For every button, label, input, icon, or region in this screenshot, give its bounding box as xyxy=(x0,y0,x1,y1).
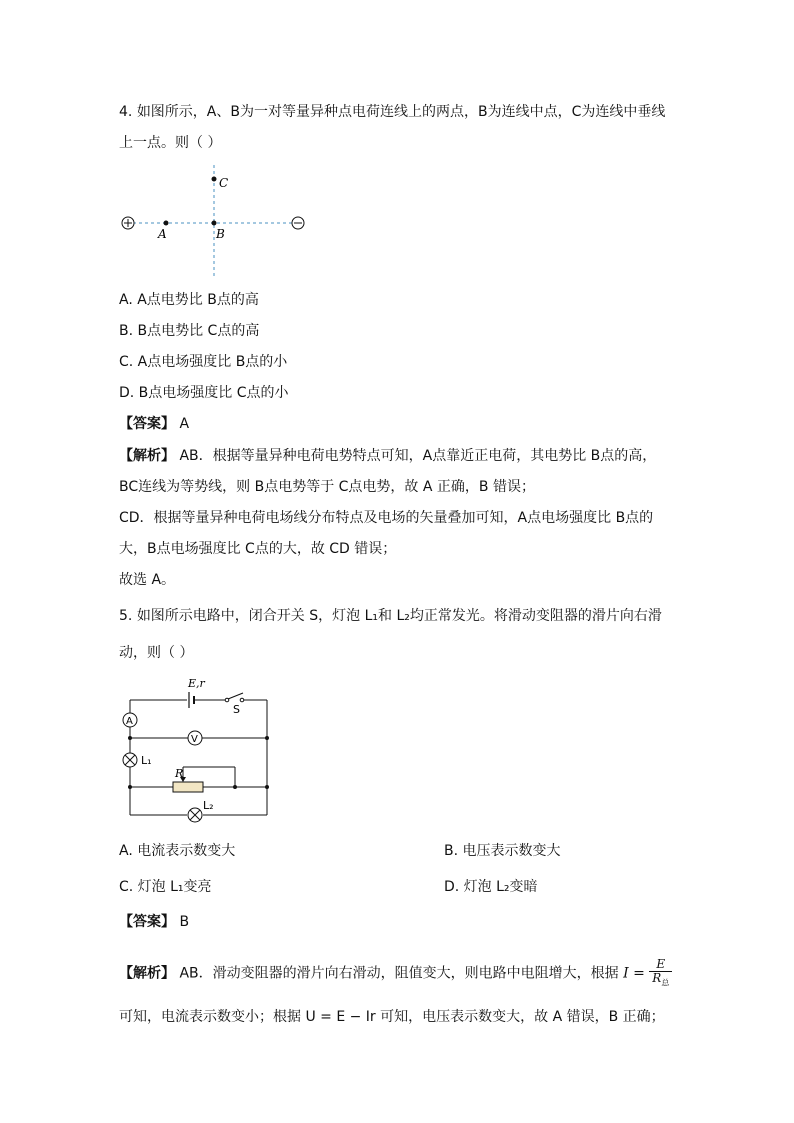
q4-option-c: C. A点电场强度比 B点的小 xyxy=(119,354,288,370)
q5-stem-text-1: 如图所示电路中，闭合开关 S，灯泡 L₁和 L₂均正常发光。将滑动变阻器的滑片向右滑 xyxy=(136,608,662,624)
q4-answer: A xyxy=(179,416,190,432)
q5-option-c: C. 灯泡 L₁变亮 xyxy=(119,879,212,895)
label-b: B xyxy=(216,227,225,241)
label-voltmeter: V xyxy=(191,734,198,745)
q4-analysis-text-1: AB．根据等量异种电荷电势特点可知，A点靠近正电荷，其电势比 B点的高， xyxy=(179,448,657,464)
answer-tag: 【答案】 xyxy=(119,914,175,930)
label-c: C xyxy=(219,176,229,190)
q5-number: 5. xyxy=(119,608,133,624)
label-a: A xyxy=(158,227,167,241)
q4-stem-text-1: 如图所示，A、B为一对等量异种点电荷连线上的两点，B为连线中点，C为连线中垂线 xyxy=(136,104,666,120)
q4-analysis-line4: 大，B点电场强度比 C点的大，故 CD 错误； xyxy=(119,541,397,557)
rheostat-icon xyxy=(173,782,203,792)
q5-option-a: A. 电流表示数变大 xyxy=(119,843,236,859)
q5-answer: B xyxy=(179,914,190,930)
q5-analysis-line1 xyxy=(119,958,672,989)
q4-analysis-line1 xyxy=(119,446,656,466)
formula-denominator xyxy=(649,972,672,989)
q4-option-d: D. B点电场强度比 C点的小 xyxy=(119,385,289,401)
label-r: R xyxy=(175,767,184,780)
q5-circuit-figure xyxy=(115,675,275,825)
q5-stem-line2: 动，则（ ） xyxy=(119,645,194,661)
point-c xyxy=(212,177,217,182)
label-ammeter: A xyxy=(126,716,133,727)
q4-stem-line1 xyxy=(119,102,665,122)
point-b xyxy=(212,221,217,226)
formula-fraction xyxy=(649,958,672,989)
analysis-tag: 【解析】 xyxy=(119,965,175,982)
label-l2: L₂ xyxy=(203,799,214,812)
q4-answer-line xyxy=(119,414,189,434)
formula-lhs: I = xyxy=(623,965,645,982)
q4-stem-line2: 上一点。则（ ） xyxy=(119,135,222,151)
formula-numerator: E xyxy=(649,958,672,972)
point-a xyxy=(164,221,169,226)
q4-option-a: A. A点电势比 B点的高 xyxy=(119,292,259,308)
q4-figure xyxy=(118,165,318,280)
q5-analysis-text-1: AB．滑动变阻器的滑片向右滑动，阻值变大，则电路中电阻增大，根据 xyxy=(179,965,619,982)
q5-stem-line1 xyxy=(119,606,662,626)
label-l1: L₁ xyxy=(141,754,152,767)
q4-analysis-line2: BC连线为等势线，则 B点电势等于 C点电势，故 A 正确，B 错误； xyxy=(119,479,535,495)
q5-option-b: B. 电压表示数变大 xyxy=(444,843,561,859)
formula-den-symbol: R xyxy=(652,971,662,985)
analysis-tag: 【解析】 xyxy=(119,448,175,464)
q4-analysis-line3: CD．根据等量异种电荷电场线分布特点及电场的矢量叠加可知，A点电场强度比 B点的 xyxy=(119,510,654,526)
answer-tag: 【答案】 xyxy=(119,416,175,432)
label-s: S xyxy=(233,703,240,716)
q4-option-b: B. B点电势比 C点的高 xyxy=(119,323,260,339)
formula-den-subscript: 总 xyxy=(661,978,670,988)
q5-option-d: D. 灯泡 L₂变暗 xyxy=(444,879,538,895)
q4-number: 4. xyxy=(119,104,133,120)
q4-analysis-line5: 故选 A。 xyxy=(119,572,176,588)
label-er: E,r xyxy=(188,677,205,690)
q5-answer-line xyxy=(119,912,189,932)
q5-analysis-line2: 可知，电流表示数变小；根据 U = E − Ir 可知，电压表示数变大，故 A 错误，B 正确； xyxy=(119,1009,665,1025)
